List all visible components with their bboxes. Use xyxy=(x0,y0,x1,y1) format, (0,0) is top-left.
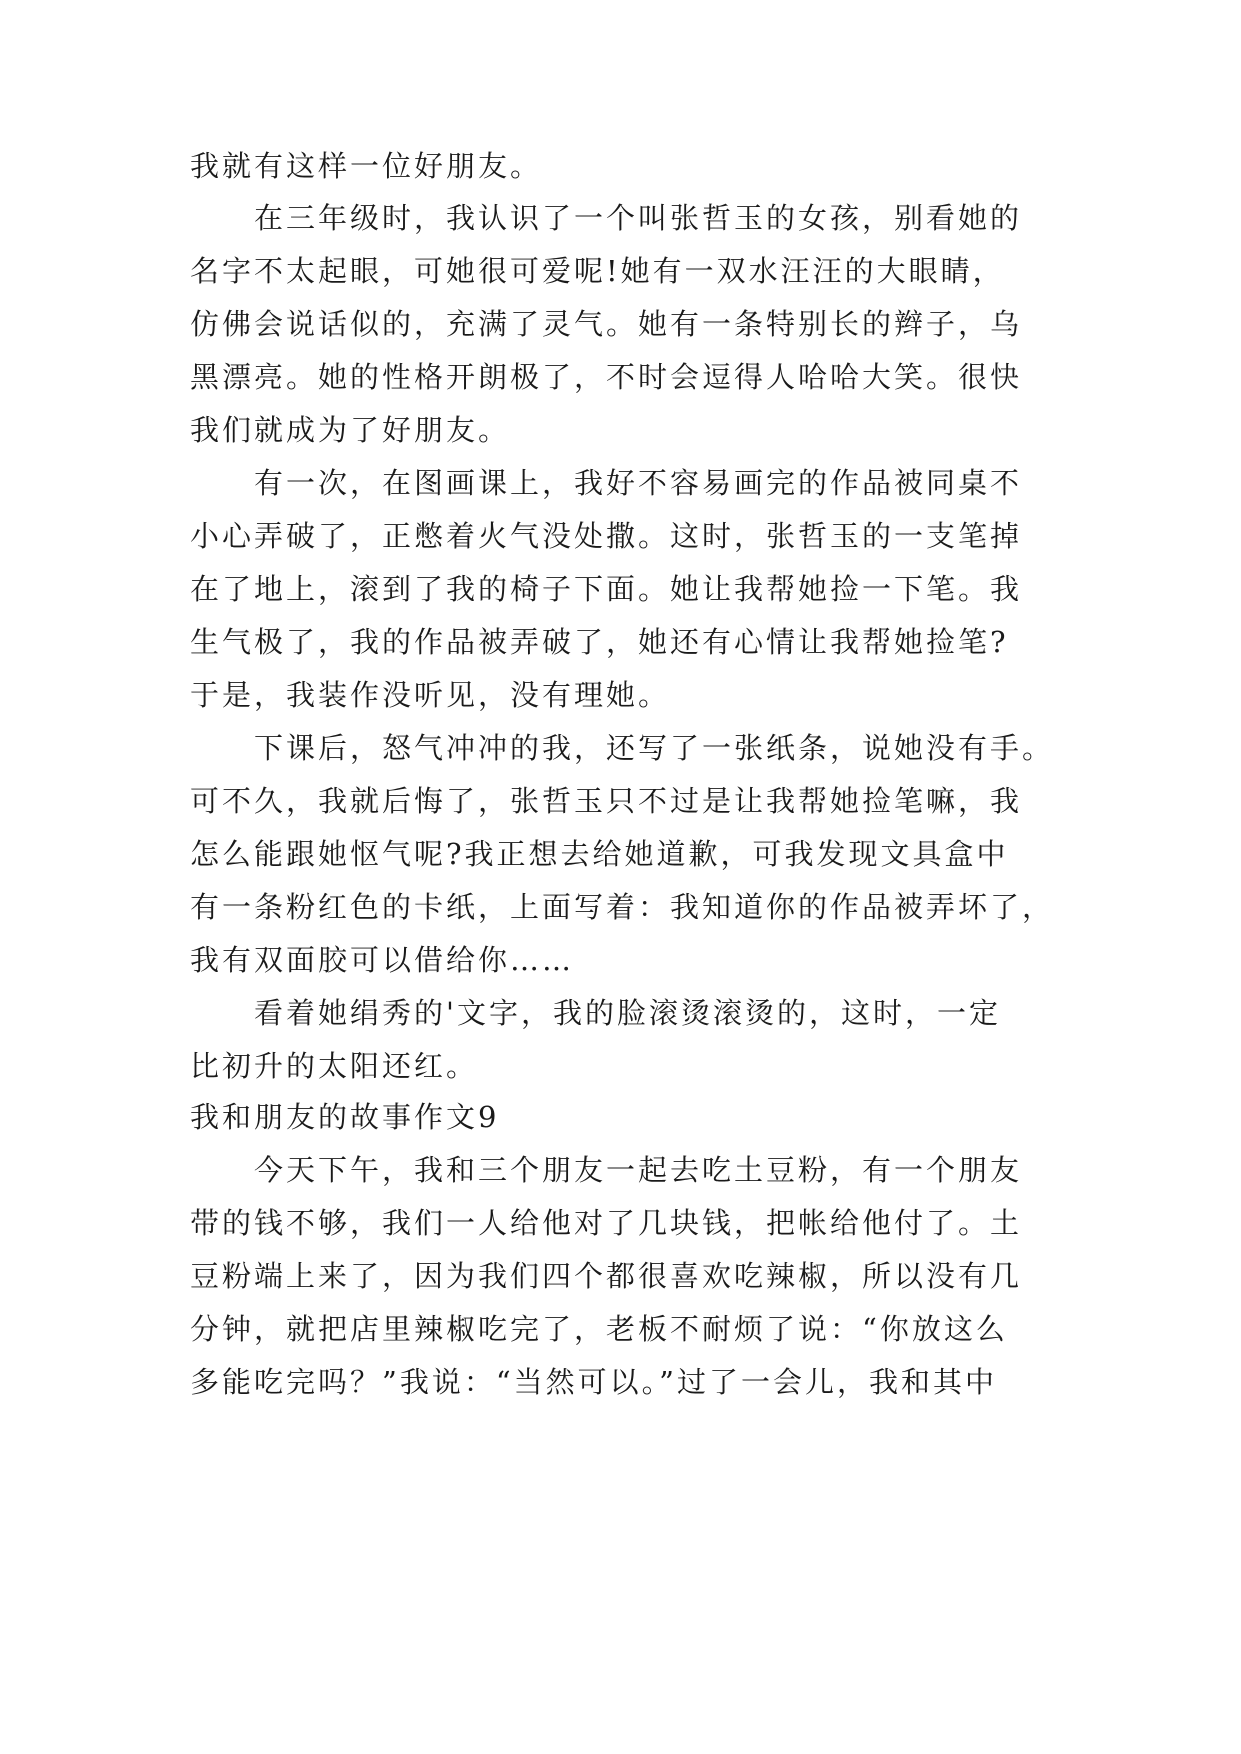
text-line: 小心弄破了，正憋着火气没处撒。这时，张哲玉的一支笔掉 xyxy=(190,519,1023,553)
text-line: 名字不太起眼，可她很可爱呢!她有一双水汪汪的大眼睛， xyxy=(190,254,1005,288)
text-line: 我们就成为了好朋友。 xyxy=(190,413,511,447)
text-line: 可不久，我就后悔了，张哲玉只不过是让我帮她捡笔嘛，我 xyxy=(190,784,1023,818)
text-line: 黑漂亮。她的性格开朗极了，不时会逗得人哈哈大笑。很快 xyxy=(190,360,1023,394)
text-line: 多能吃完吗？”我说：“当然可以。”过了一会儿，我和其中 xyxy=(190,1365,997,1399)
text-line: 带的钱不够，我们一人给他对了几块钱，把帐给他付了。土 xyxy=(190,1206,1023,1240)
paragraph-first-line: 今天下午，我和三个朋友一起去吃土豆粉，有一个朋友 xyxy=(254,1153,1023,1187)
text-line: 仿佛会说话似的，充满了灵气。她有一条特别长的辫子，乌 xyxy=(190,307,1023,341)
text-line: 豆粉端上来了，因为我们四个都很喜欢吃辣椒，所以没有几 xyxy=(190,1259,1023,1293)
text-line: 我就有这样一位好朋友。 xyxy=(190,149,543,183)
text-line: 生气极了，我的作品被弄破了，她还有心情让我帮她捡笔? xyxy=(190,625,1009,659)
paragraph-first-line: 看着她绢秀的'文字，我的脸滚烫滚烫的，这时，一定 xyxy=(254,996,1001,1030)
paragraph-first-line: 在三年级时，我认识了一个叫张哲玉的女孩，别看她的 xyxy=(254,201,1023,235)
text-line: 于是，我装作没听见，没有理她。 xyxy=(190,678,671,712)
text-line: 有一条粉红色的卡纸，上面写着：我知道你的作品被弄坏了， xyxy=(190,890,1055,924)
paragraph-first-line: 下课后，怒气冲冲的我，还写了一张纸条，说她没有手。 xyxy=(254,731,1055,765)
text-line: 分钟，就把店里辣椒吃完了，老板不耐烦了说：“你放这么 xyxy=(190,1312,1008,1346)
text-line: 在了地上，滚到了我的椅子下面。她让我帮她捡一下笔。我 xyxy=(190,572,1023,606)
section-heading: 我和朋友的故事作文9 xyxy=(190,1100,500,1134)
text-line: 比初升的太阳还红。 xyxy=(190,1049,479,1083)
paragraph-first-line: 有一次，在图画课上，我好不容易画完的作品被同桌不 xyxy=(254,466,1023,500)
text-line: 我有双面胶可以借给你…… xyxy=(190,943,575,977)
text-line: 怎么能跟她怄气呢?我正想去给她道歉，可我发现文具盒中 xyxy=(190,837,1009,871)
document-page xyxy=(190,0,1060,1754)
